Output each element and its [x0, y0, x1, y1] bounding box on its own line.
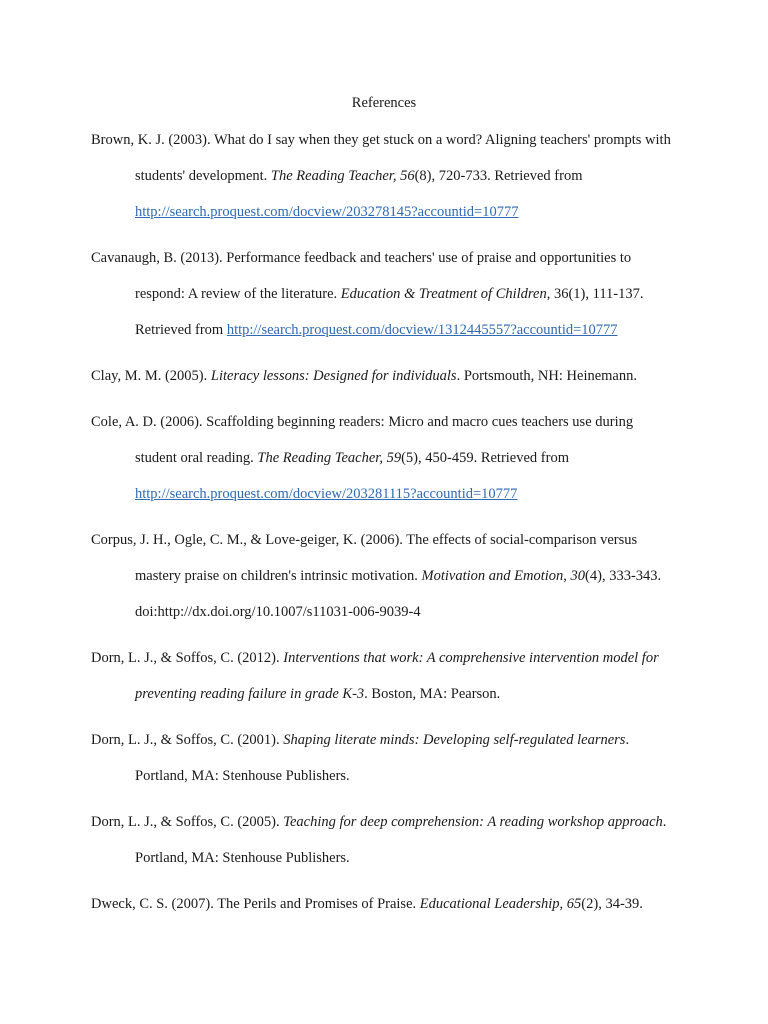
reference-source-title: The Reading Teacher, 56 — [270, 168, 415, 184]
reference-text: Dorn, L. J., & Soffos, C. (2005). — [91, 814, 284, 830]
reference-details: , 36(1), 111-137. Retrieved from — [135, 286, 644, 338]
reference-details: (4), 333-343. doi:http://dx.doi.org/10.1007/s11031-006-9039-4 — [135, 568, 662, 620]
reference-text: Cavanaugh, B. (2013). Performance feedback and teachers' use of praise and opportunities to respond: A review of the literature. — [91, 250, 632, 302]
reference-source-title: Educational Leadership — [419, 896, 560, 912]
reference-list — [91, 122, 671, 932]
reference-details: . Portsmouth, NH: Heinemann. — [456, 368, 637, 384]
reference-text: Dweck, C. S. (2007). The Perils and Promises of Praise. — [91, 896, 420, 912]
reference-url-link[interactable]: http://search.proquest.com/docview/203281115?accountid=10777 — [135, 486, 518, 502]
reference-volume: 65 — [566, 896, 582, 912]
reference-entry — [91, 640, 671, 712]
reference-source-title: Teaching for deep comprehension: A reading workshop approach — [283, 814, 663, 830]
reference-details: (5), 450-459. Retrieved from — [401, 450, 569, 466]
reference-url-link[interactable]: http://search.proquest.com/docview/1312445557?accountid=10777 — [226, 322, 618, 338]
reference-details: . Portland, MA: Stenhouse Publishers. — [135, 814, 667, 866]
reference-entry — [91, 522, 671, 630]
reference-source-title: Motivation and Emotion, 30 — [421, 568, 586, 584]
reference-entry — [91, 240, 671, 348]
reference-source-title: The Reading Teacher, 59 — [257, 450, 402, 466]
reference-pages: (2), 34-39. — [581, 896, 643, 912]
reference-text: Corpus, J. H., Ogle, C. M., & Love-geiger, K. (2006). The effects of social-comparison versus mastery praise on children's intrinsic motivation. — [91, 532, 638, 584]
reference-text: Dorn, L. J., & Soffos, C. (2012). — [91, 650, 284, 666]
reference-url-link[interactable]: http://search.proquest.com/docview/203278145?accountid=10777 — [135, 204, 519, 220]
reference-source-title: Literacy lessons: Designed for individuals — [210, 368, 457, 384]
reference-text: Brown, K. J. (2003). What do I say when they get stuck on a word? Aligning teachers' prompts with students' development. — [91, 132, 671, 184]
reference-entry — [91, 358, 671, 394]
reference-details: (8), 720-733. Retrieved from — [414, 168, 583, 184]
reference-entry — [91, 122, 671, 230]
reference-source-title: Shaping literate minds: Developing self-regulated learners — [283, 732, 626, 748]
reference-details: . Portland, MA: Stenhouse Publishers. — [135, 732, 630, 784]
reference-entry — [91, 722, 671, 794]
reference-source-title: Education & Treatment of Children — [340, 286, 547, 302]
reference-source-title: Interventions that work: A comprehensive intervention model for preventing reading failure in grade K-3 — [135, 650, 659, 702]
reference-text: Cole, A. D. (2006). Scaffolding beginning readers: Micro and macro cues teachers use during student oral reading. — [91, 414, 634, 466]
reference-text: Clay, M. M. (2005). — [91, 368, 211, 384]
reference-details: , — [559, 896, 567, 912]
reference-entry — [91, 886, 671, 922]
page-title: References — [351, 95, 417, 111]
reference-details: . Boston, MA: Pearson. — [364, 686, 501, 702]
reference-text: Dorn, L. J., & Soffos, C. (2001). — [91, 732, 284, 748]
reference-entry — [91, 804, 671, 876]
reference-entry — [91, 404, 671, 512]
